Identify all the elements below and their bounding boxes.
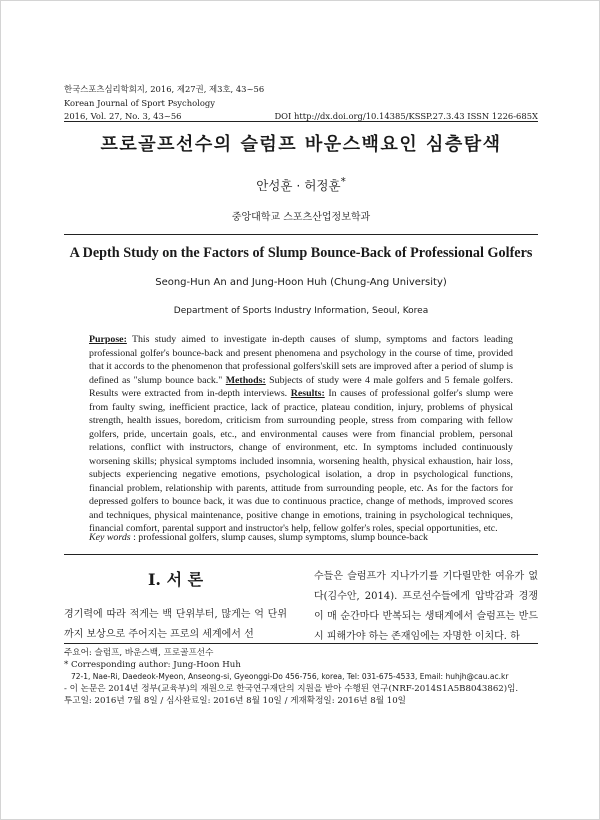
purpose-label: Purpose: [89, 334, 127, 345]
header-rule [64, 121, 538, 122]
abstract-rule [64, 554, 538, 555]
journal-name-english: Korean Journal of Sport Psychology [64, 97, 215, 108]
english-title: A Depth Study on the Factors of Slump Bounce-Back of Professional Golfers [69, 245, 533, 261]
footnote-funding: - 이 논문은 2014년 정부(교육부)의 재원으로 한국연구재단의 지원을 받아 수행된 연구(NRF-2014S1A5B8043862)임. [64, 684, 519, 694]
footnotes [64, 647, 538, 707]
section-heading: I. 서 론 [147, 570, 204, 589]
methods-label: Methods: [225, 374, 266, 386]
abstract [89, 333, 513, 536]
korean-title: 프로골프선수의 슬럼프 바운스백요인 심층탐색 [100, 134, 502, 155]
footnote-corresponding: * Corresponding author: Jung-Hoon Huh [64, 660, 241, 670]
korean-author-names: 안성훈 · 허정훈 [256, 178, 341, 194]
purpose-text: This study aimed to investigate in-depth causes of slump, symptoms and factors leading professional golfer's bounce-back and present phenomena and psychology in the course of time, provided that it accords to the phenomenon that professional golfers'skill sets are improved after a period of slump is defined as "slump bounce back." [89, 334, 513, 386]
doi-issn: DOI http://dx.doi.org/10.14385/KSSP.27.3.43 ISSN 1226-685X [274, 111, 538, 121]
english-affiliation: Department of Sports Industry Information, Seoul, Korea [173, 306, 429, 316]
korean-authors [1, 176, 600, 194]
body-column-left: 경기력에 따라 적게는 백 단위부터, 많게는 억 단위까지 보상으로 주어지는 프로의 세계에서 선 [64, 609, 287, 640]
footnote-address: 72-1, Nae-Ri, Daedeok-Myeon, Anseong-si, Gyeonggi-Do 456-756, korea, Tel: 031-675-4533, Email: huhjh@cau.ac.kr [71, 672, 509, 681]
methods-text: Subjects of study were 4 male golfers and 5 female golfers. Results were extracted from in-depth interviews. [89, 374, 513, 399]
footnote-dates: 투고일: 2016년 7월 8일 / 심사완료일: 2016년 8월 10일 / 게재확정일: 2016년 8월 10일 [64, 696, 406, 706]
results-text: In causes of professional golfer's slump were from faulty swing, inefficient practice, lack of practice, plateau condition, injury, problems of physical strength, health issues, boredom, criticism from surrounding people, stress from comparing with fellow golfers, pride, uncertain goals, etc., and environmental causes were from financial problem, personal relations, conflict with instructors, change of environment, etc. In symptoms included continuously worsening skills; physical symptoms included insomnia, worsening health, physical exhaustion, hair loss, subjects experiencing negative emotions, psychological isolation, a drop in psychological functions, financial problem, relationship with parents, attitude from surrounding people, etc. As for the factors for depressed golfers to bounce back, it was due to continuous practice, change of methods, improved scores and techniques, physical maintenance, positive change in emotions, training in psychological techniques, financial comfort, parental support and instructor's help, fellow golfer's roles, special opportunities, etc. [89, 388, 513, 534]
english-authors: Seong-Hun An and Jung-Hoon Huh (Chung-Ang University) [155, 277, 447, 288]
footnote-keywords: 주요어: 슬럼프, 바운스백, 프로골프선수 [64, 648, 214, 658]
keywords [89, 532, 513, 543]
journal-header [64, 83, 542, 124]
results-label: Results: [290, 388, 325, 399]
corresponding-mark: * [340, 176, 346, 188]
keywords-label: Key words [89, 532, 131, 543]
volume-issue: 2016, Vol. 27, No. 3, 43~56 [64, 111, 182, 121]
footnote-rule [64, 643, 538, 644]
body-column-right: 수들은 슬럼프가 지나가기를 기다릴만한 여유가 없다(김수안, 2014). 프로선수들에게 압박감과 경쟁이 매 순간마다 반복되는 생태계에서 슬럼프는 반드시 피해가야 하는 존재임에는 자명한 이치다. 하 [314, 571, 538, 642]
korean-affiliation: 중앙대학교 스포츠산업정보학과 [231, 212, 371, 223]
title-rule [64, 234, 538, 235]
journal-citation-korean: 한국스포츠심리학회지, 2016, 제27권, 제3호, 43~56 [64, 84, 265, 94]
keywords-text: : professional golfers, slump causes, slump symptoms, slump bounce-back [130, 532, 428, 543]
